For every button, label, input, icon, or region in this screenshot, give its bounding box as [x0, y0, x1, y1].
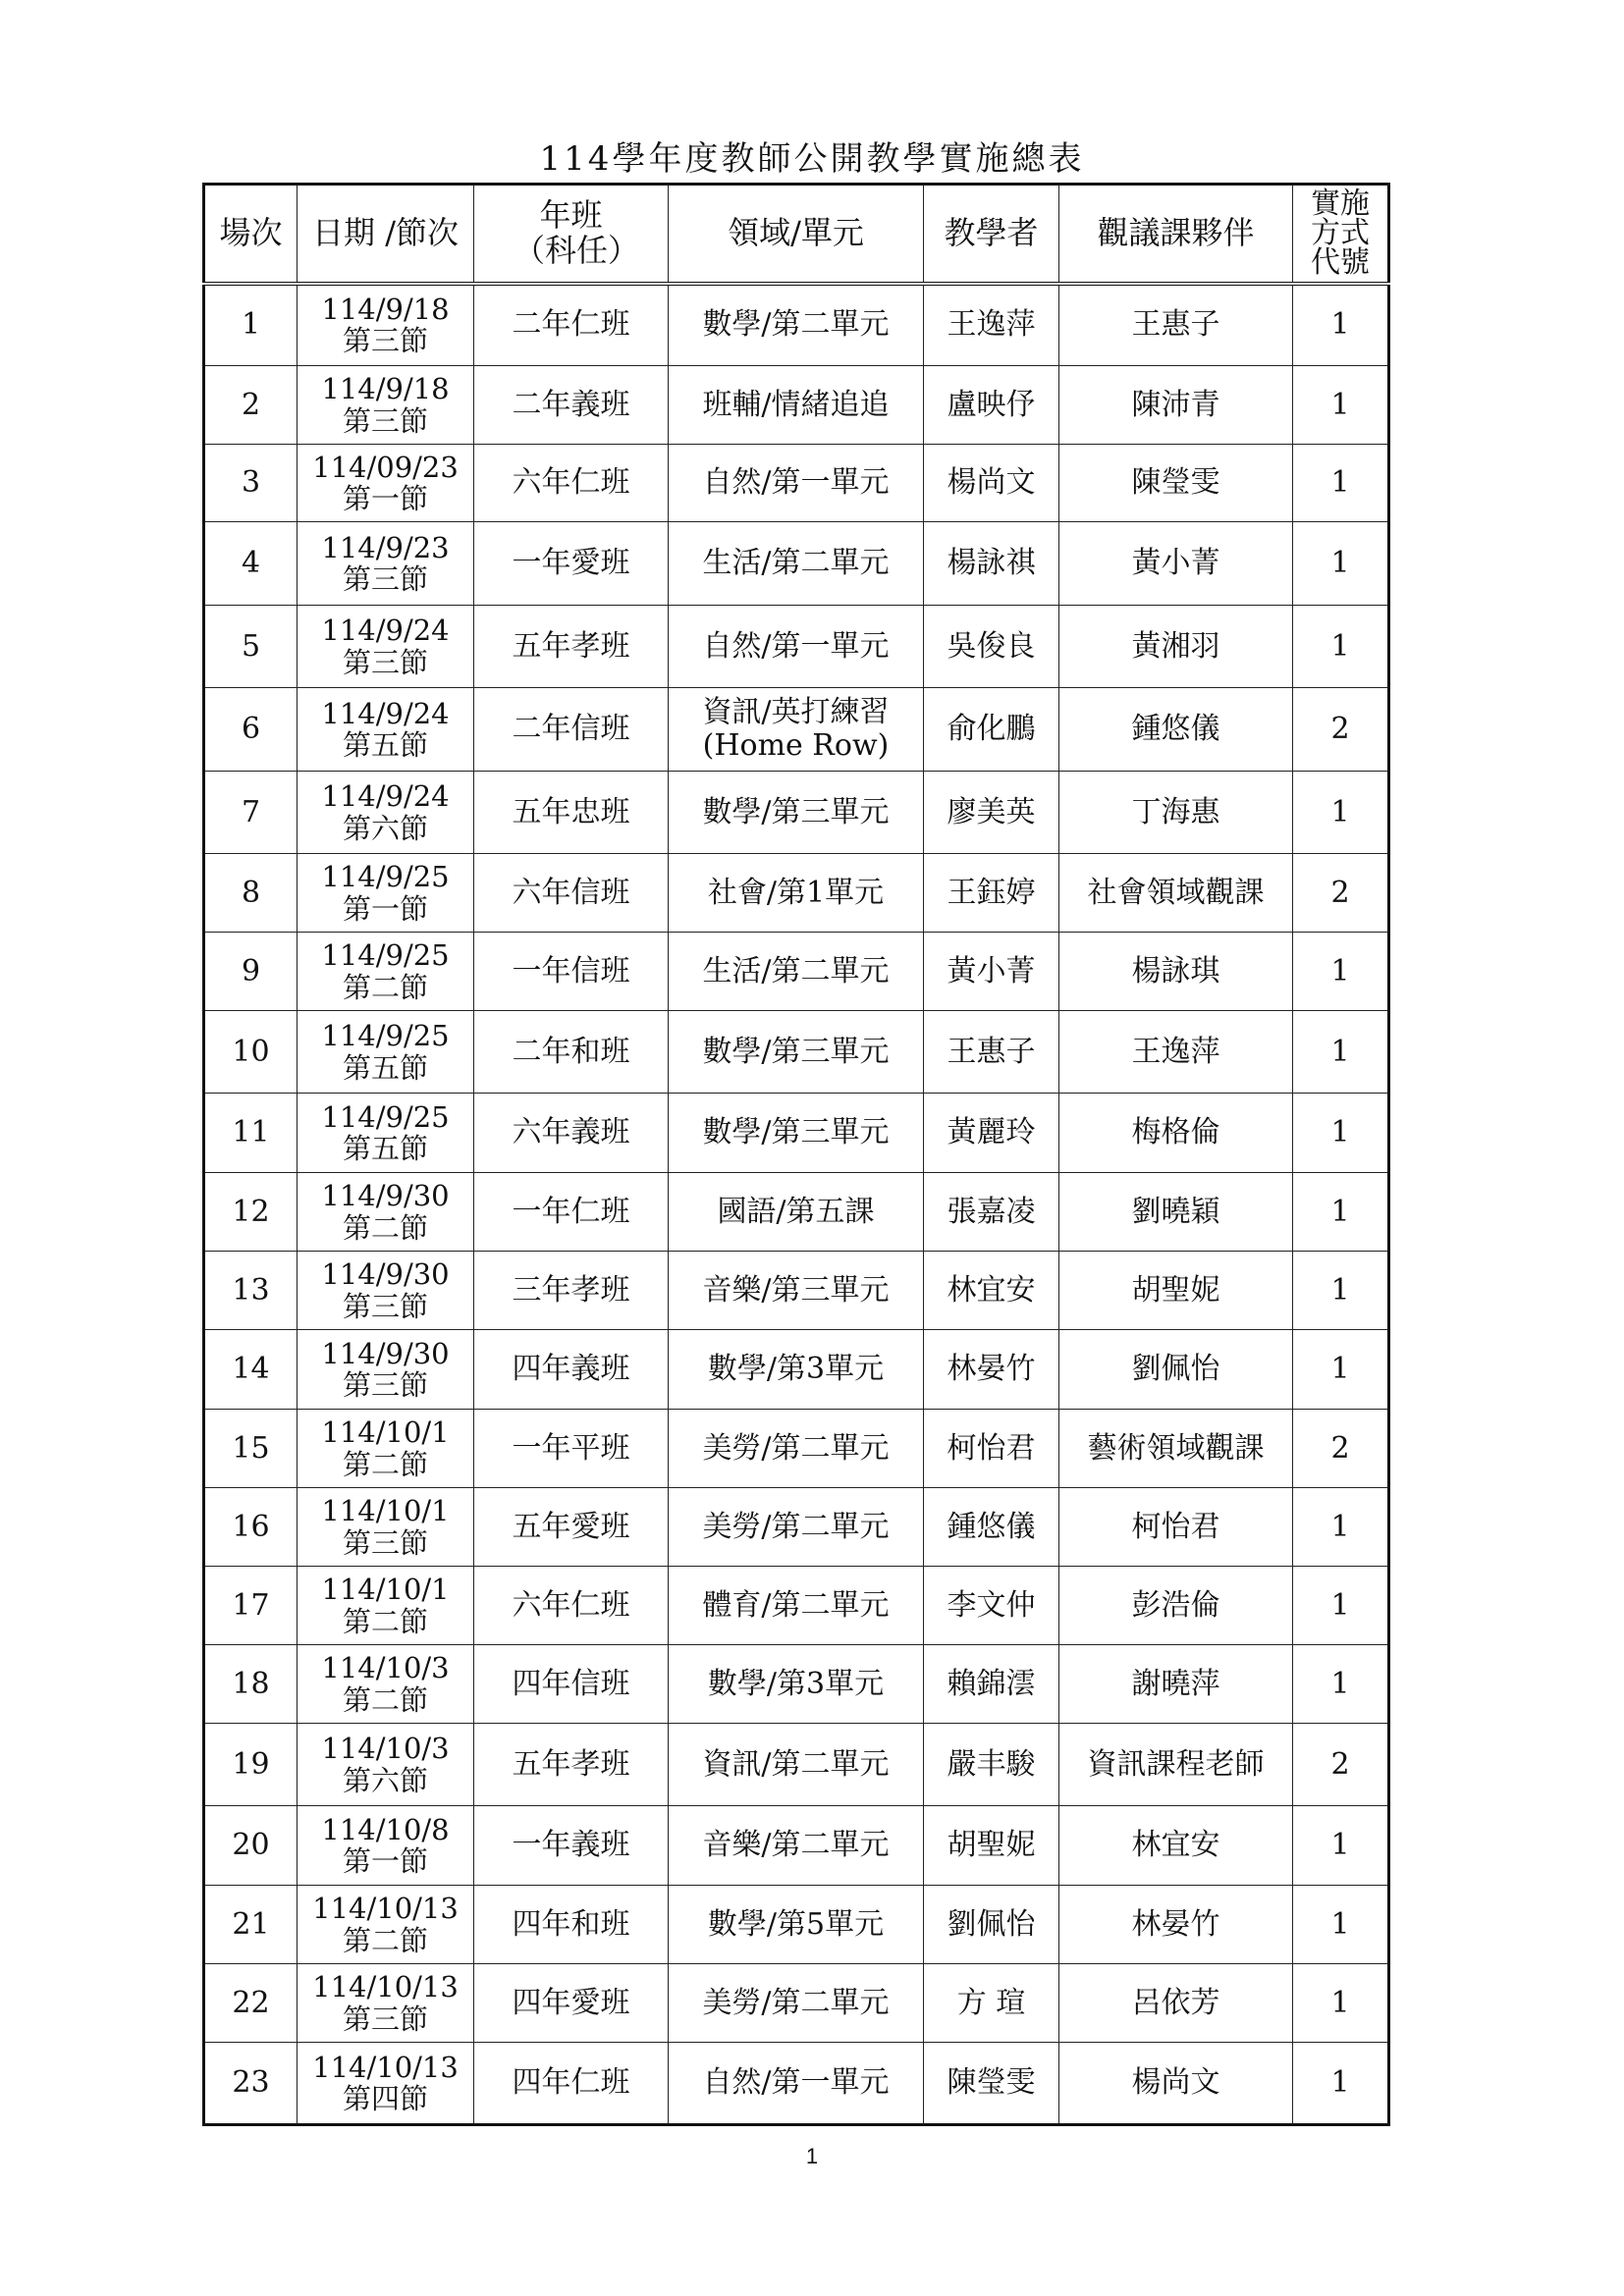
cell-date: 114/9/30	[321, 1257, 450, 1292]
cell-session: 10	[204, 1011, 298, 1094]
cell-domain-unit: 數學/第5單元	[669, 1886, 924, 1964]
cell-session: 12	[204, 1173, 298, 1252]
cell-domain-unit: 生活/第二單元	[669, 933, 924, 1011]
cell-teacher: 劉佩怡	[924, 1886, 1059, 1964]
cell-session: 23	[204, 2043, 298, 2125]
cell-domain-unit: 美勞/第二單元	[669, 1964, 924, 2043]
header-date-period: 日期 /節次	[298, 185, 474, 284]
cell-domain-unit: 美勞/第二單元	[669, 1488, 924, 1567]
cell-code: 1	[1293, 1488, 1389, 1567]
table-row	[204, 1567, 1389, 1645]
cell-date: 114/10/13	[312, 1892, 459, 1926]
cell-class: 六年信班	[474, 854, 669, 933]
cell-period: 第五節	[342, 1050, 428, 1085]
cell-date: 114/10/3	[321, 1651, 450, 1685]
cell-period: 第三節	[342, 1368, 428, 1402]
cell-partner: 林宜安	[1059, 1806, 1293, 1886]
cell-date-period	[298, 284, 474, 366]
table-row	[204, 1410, 1389, 1488]
cell-date: 114/10/8	[321, 1812, 450, 1846]
cell-period: 第二節	[342, 1447, 428, 1481]
cell-class: 一年平班	[474, 1410, 669, 1488]
cell-period: 第一節	[342, 1844, 428, 1878]
cell-code: 1	[1293, 1567, 1389, 1645]
cell-domain-unit: 生活/第二單元	[669, 522, 924, 606]
schedule-table	[202, 183, 1390, 2126]
header-code: 實施方式代號	[1293, 185, 1389, 284]
header-class: 年班（科任）	[474, 185, 669, 284]
cell-code: 1	[1293, 366, 1389, 445]
cell-period: 第三節	[342, 2002, 428, 2036]
cell-period: 第三節	[342, 403, 428, 438]
cell-date: 114/10/1	[321, 1415, 450, 1450]
header-partner: 觀議課夥伴	[1059, 185, 1293, 284]
cell-date: 114/9/24	[321, 614, 450, 648]
header-domain-unit: 領域/單元	[669, 185, 924, 284]
cell-domain-unit: 數學/第三單元	[669, 1011, 924, 1094]
cell-date-period	[298, 772, 474, 854]
cell-period: 第五節	[342, 728, 428, 762]
cell-date-period	[298, 445, 474, 522]
cell-date: 114/9/18	[321, 292, 450, 326]
cell-date-period	[298, 606, 474, 688]
cell-teacher: 楊詠祺	[924, 522, 1059, 606]
cell-partner: 梅格倫	[1059, 1094, 1293, 1173]
cell-domain-unit: 自然/第一單元	[669, 445, 924, 522]
cell-class: 二年和班	[474, 1011, 669, 1094]
cell-date: 114/9/30	[321, 1336, 450, 1370]
cell-date: 114/9/23	[321, 530, 450, 564]
cell-class: 六年仁班	[474, 1567, 669, 1645]
cell-teacher: 張嘉凌	[924, 1173, 1059, 1252]
cell-session: 11	[204, 1094, 298, 1173]
cell-code: 1	[1293, 1330, 1389, 1410]
cell-class: 二年仁班	[474, 284, 669, 366]
cell-domain-unit: 數學/第3單元	[669, 1645, 924, 1724]
cell-date-period	[298, 1330, 474, 1410]
cell-session: 19	[204, 1724, 298, 1806]
cell-partner: 呂依芳	[1059, 1964, 1293, 2043]
cell-partner: 社會領域觀課	[1059, 854, 1293, 933]
cell-partner: 資訊課程老師	[1059, 1724, 1293, 1806]
table-row	[204, 1330, 1389, 1410]
cell-partner: 劉佩怡	[1059, 1330, 1293, 1410]
cell-partner: 陳瑩雯	[1059, 445, 1293, 522]
cell-date: 114/9/30	[321, 1179, 450, 1213]
header-teacher: 教學者	[924, 185, 1059, 284]
cell-session: 2	[204, 366, 298, 445]
cell-period: 第六節	[342, 811, 428, 845]
cell-code: 1	[1293, 1964, 1389, 2043]
cell-code: 1	[1293, 1645, 1389, 1724]
cell-partner: 藝術領域觀課	[1059, 1410, 1293, 1488]
cell-period: 第一節	[342, 482, 428, 515]
cell-class: 二年信班	[474, 688, 669, 772]
cell-date-period	[298, 1094, 474, 1173]
cell-date-period	[298, 2043, 474, 2125]
cell-partner: 黃湘羽	[1059, 606, 1293, 688]
cell-period: 第五節	[342, 1132, 428, 1165]
cell-class: 一年愛班	[474, 522, 669, 606]
cell-partner: 王逸萍	[1059, 1011, 1293, 1094]
cell-code: 1	[1293, 284, 1389, 366]
cell-class: 一年義班	[474, 1806, 669, 1886]
cell-session: 1	[204, 284, 298, 366]
cell-date-period	[298, 854, 474, 933]
table-row	[204, 1173, 1389, 1252]
cell-code: 1	[1293, 606, 1389, 688]
table-row	[204, 1094, 1389, 1173]
cell-partner: 謝曉萍	[1059, 1645, 1293, 1724]
cell-period: 第三節	[342, 562, 428, 596]
cell-period: 第二節	[342, 1604, 428, 1638]
cell-teacher: 吳俊良	[924, 606, 1059, 688]
cell-code: 1	[1293, 1094, 1389, 1173]
cell-code: 2	[1293, 1724, 1389, 1806]
cell-domain-unit: 自然/第一單元	[669, 2043, 924, 2125]
cell-session: 15	[204, 1410, 298, 1488]
cell-session: 9	[204, 933, 298, 1011]
cell-session: 17	[204, 1567, 298, 1645]
cell-date-period	[298, 1964, 474, 2043]
table-row	[204, 1011, 1389, 1094]
table-row	[204, 1252, 1389, 1330]
cell-teacher: 黃小菁	[924, 933, 1059, 1011]
cell-code: 2	[1293, 1410, 1389, 1488]
cell-class: 一年信班	[474, 933, 669, 1011]
cell-teacher: 黃麗玲	[924, 1094, 1059, 1173]
cell-domain-unit: 體育/第二單元	[669, 1567, 924, 1645]
cell-domain-unit: 資訊/英打練習(Home Row)	[669, 688, 924, 772]
cell-session: 22	[204, 1964, 298, 2043]
table-row	[204, 366, 1389, 445]
cell-period: 第二節	[342, 970, 428, 1004]
cell-date-period	[298, 1645, 474, 1724]
cell-session: 21	[204, 1886, 298, 1964]
cell-partner: 楊詠琪	[1059, 933, 1293, 1011]
cell-domain-unit: 資訊/第二單元	[669, 1724, 924, 1806]
cell-period: 第一節	[342, 891, 428, 926]
cell-teacher: 柯怡君	[924, 1410, 1059, 1488]
cell-class: 二年義班	[474, 366, 669, 445]
cell-class: 四年仁班	[474, 2043, 669, 2125]
cell-teacher: 嚴丰駿	[924, 1724, 1059, 1806]
cell-period: 第二節	[342, 1682, 428, 1717]
cell-date-period	[298, 1806, 474, 1886]
table-row	[204, 688, 1389, 772]
cell-teacher: 陳瑩雯	[924, 2043, 1059, 2125]
cell-date-period	[298, 366, 474, 445]
cell-teacher: 鍾悠儀	[924, 1488, 1059, 1567]
cell-period: 第三節	[342, 1289, 428, 1323]
cell-partner: 楊尚文	[1059, 2043, 1293, 2125]
table-row	[204, 2043, 1389, 2125]
cell-period: 第二節	[342, 1923, 428, 1957]
cell-code: 1	[1293, 1806, 1389, 1886]
cell-code: 1	[1293, 1173, 1389, 1252]
cell-date-period	[298, 1252, 474, 1330]
cell-code: 1	[1293, 1252, 1389, 1330]
table-row	[204, 1645, 1389, 1724]
cell-date-period	[298, 1410, 474, 1488]
cell-class: 四年愛班	[474, 1964, 669, 2043]
cell-domain-unit: 數學/第三單元	[669, 1094, 924, 1173]
cell-class: 三年孝班	[474, 1252, 669, 1330]
table-row	[204, 772, 1389, 854]
cell-date-period	[298, 1724, 474, 1806]
cell-session: 13	[204, 1252, 298, 1330]
table-row	[204, 933, 1389, 1011]
table-row	[204, 606, 1389, 688]
cell-teacher: 胡聖妮	[924, 1806, 1059, 1886]
table-row	[204, 522, 1389, 606]
cell-period: 第四節	[342, 2082, 428, 2115]
cell-period: 第三節	[342, 324, 428, 358]
cell-date: 114/9/18	[321, 372, 450, 406]
cell-class: 五年忠班	[474, 772, 669, 854]
cell-period: 第三節	[342, 1525, 428, 1560]
cell-date: 114/10/1	[321, 1573, 450, 1607]
cell-partner: 王惠子	[1059, 284, 1293, 366]
cell-teacher: 方 瑄	[924, 1964, 1059, 2043]
cell-teacher: 李文仲	[924, 1567, 1059, 1645]
cell-date-period	[298, 1173, 474, 1252]
cell-teacher: 廖美英	[924, 772, 1059, 854]
cell-date: 114/09/23	[312, 450, 459, 484]
cell-teacher: 盧映伃	[924, 366, 1059, 445]
cell-date: 114/9/25	[321, 1099, 450, 1134]
cell-partner: 陳沛青	[1059, 366, 1293, 445]
cell-date: 114/9/24	[321, 696, 450, 730]
cell-domain-unit: 班輔/情緒追追	[669, 366, 924, 445]
cell-teacher: 俞化鵬	[924, 688, 1059, 772]
cell-domain-unit: 社會/第1單元	[669, 854, 924, 933]
cell-domain-unit: 數學/第3單元	[669, 1330, 924, 1410]
cell-partner: 彭浩倫	[1059, 1567, 1293, 1645]
cell-teacher: 王惠子	[924, 1011, 1059, 1094]
cell-session: 20	[204, 1806, 298, 1886]
table-body	[204, 284, 1389, 2125]
cell-date: 114/9/25	[321, 938, 450, 973]
cell-domain-unit: 國語/第五課	[669, 1173, 924, 1252]
cell-session: 18	[204, 1645, 298, 1724]
table-row	[204, 1724, 1389, 1806]
cell-date-period	[298, 1488, 474, 1567]
cell-session: 16	[204, 1488, 298, 1567]
table-row	[204, 1964, 1389, 2043]
page-number: 1	[805, 2144, 819, 2168]
cell-domain-unit: 音樂/第三單元	[669, 1252, 924, 1330]
cell-class: 五年孝班	[474, 1724, 669, 1806]
cell-date: 114/9/24	[321, 779, 450, 814]
cell-period: 第三節	[342, 645, 428, 679]
table-row	[204, 1488, 1389, 1567]
cell-teacher: 林晏竹	[924, 1330, 1059, 1410]
cell-class: 五年愛班	[474, 1488, 669, 1567]
cell-partner: 鍾悠儀	[1059, 688, 1293, 772]
cell-partner: 黃小菁	[1059, 522, 1293, 606]
table-row	[204, 445, 1389, 522]
header-session: 場次	[204, 185, 298, 284]
cell-teacher: 林宜安	[924, 1252, 1059, 1330]
cell-domain-unit: 數學/第二單元	[669, 284, 924, 366]
cell-date: 114/10/1	[321, 1494, 450, 1528]
cell-session: 6	[204, 688, 298, 772]
cell-class: 四年義班	[474, 1330, 669, 1410]
cell-teacher: 王鈺婷	[924, 854, 1059, 933]
cell-date: 114/10/13	[312, 1970, 459, 2004]
cell-code: 1	[1293, 772, 1389, 854]
table-row	[204, 854, 1389, 933]
cell-period: 第二節	[342, 1210, 428, 1245]
cell-session: 8	[204, 854, 298, 933]
cell-session: 5	[204, 606, 298, 688]
document-title: 114學年度教師公開教學實施總表	[539, 139, 1085, 179]
cell-partner: 柯怡君	[1059, 1488, 1293, 1567]
cell-session: 14	[204, 1330, 298, 1410]
cell-teacher: 賴錦澐	[924, 1645, 1059, 1724]
cell-session: 3	[204, 445, 298, 522]
cell-date-period	[298, 1567, 474, 1645]
cell-domain-unit: 美勞/第二單元	[669, 1410, 924, 1488]
cell-teacher: 王逸萍	[924, 284, 1059, 366]
table-row	[204, 284, 1389, 366]
cell-domain-unit: 數學/第三單元	[669, 772, 924, 854]
cell-code: 1	[1293, 1011, 1389, 1094]
cell-code: 2	[1293, 854, 1389, 933]
cell-code: 1	[1293, 933, 1389, 1011]
cell-domain-unit: 自然/第一單元	[669, 606, 924, 688]
cell-date: 114/9/25	[321, 860, 450, 894]
cell-partner: 胡聖妮	[1059, 1252, 1293, 1330]
cell-partner: 林晏竹	[1059, 1886, 1293, 1964]
cell-class: 四年和班	[474, 1886, 669, 1964]
cell-date: 114/10/13	[312, 2050, 459, 2084]
cell-date: 114/10/3	[321, 1732, 450, 1766]
table-row	[204, 1806, 1389, 1886]
cell-code: 1	[1293, 522, 1389, 606]
cell-code: 1	[1293, 1886, 1389, 1964]
cell-class: 六年義班	[474, 1094, 669, 1173]
table-row	[204, 1886, 1389, 1964]
cell-code: 1	[1293, 445, 1389, 522]
header-row	[204, 185, 1389, 284]
cell-date-period	[298, 688, 474, 772]
cell-code: 2	[1293, 688, 1389, 772]
cell-domain-unit: 音樂/第二單元	[669, 1806, 924, 1886]
cell-class: 五年孝班	[474, 606, 669, 688]
cell-date-period	[298, 1011, 474, 1094]
cell-date: 114/9/25	[321, 1019, 450, 1053]
cell-teacher: 楊尚文	[924, 445, 1059, 522]
cell-partner: 劉曉穎	[1059, 1173, 1293, 1252]
cell-code: 1	[1293, 2043, 1389, 2125]
cell-partner: 丁海惠	[1059, 772, 1293, 854]
cell-date-period	[298, 522, 474, 606]
cell-date-period	[298, 933, 474, 1011]
cell-session: 7	[204, 772, 298, 854]
cell-session: 4	[204, 522, 298, 606]
cell-period: 第六節	[342, 1763, 428, 1797]
cell-date-period	[298, 1886, 474, 1964]
cell-class: 四年信班	[474, 1645, 669, 1724]
cell-class: 六年仁班	[474, 445, 669, 522]
cell-class: 一年仁班	[474, 1173, 669, 1252]
